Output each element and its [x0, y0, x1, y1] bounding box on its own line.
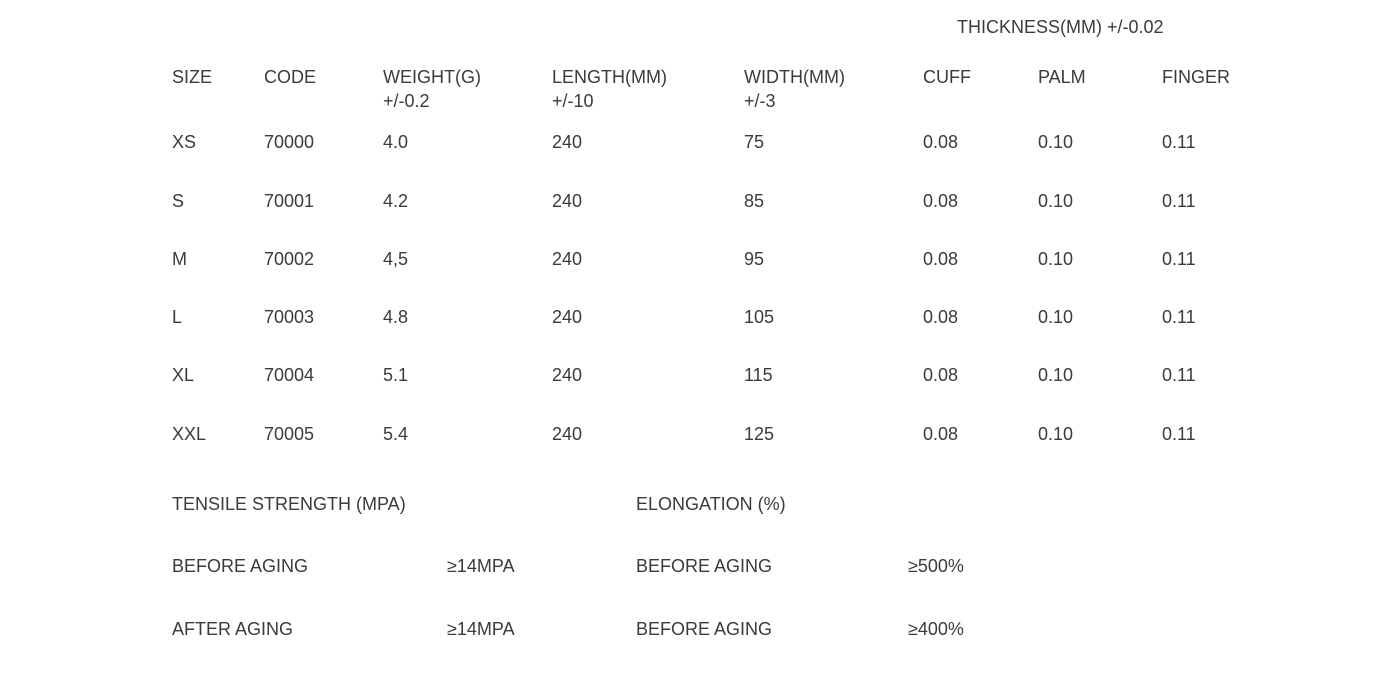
- table-row-xl: [172, 366, 1376, 384]
- cell-cuff: 0.08: [923, 424, 959, 444]
- tensile-value: ≥14MPA: [447, 619, 515, 639]
- cell-length: 240: [552, 132, 583, 152]
- cell-finger: 0.11: [1162, 365, 1196, 385]
- table-row-l: [172, 308, 1376, 326]
- elongation-condition-label: BEFORE AGING: [636, 556, 773, 576]
- cell-finger: 0.11: [1162, 249, 1196, 269]
- column-header-weight-tolerance: +/-0.2: [383, 91, 430, 111]
- cell-code: 70000: [264, 132, 315, 152]
- cell-finger: 0.11: [1162, 191, 1196, 211]
- column-header-width-tolerance: +/-3: [744, 91, 776, 111]
- cell-finger: 0.11: [1162, 424, 1196, 444]
- column-header-code: [264, 65, 383, 113]
- cell-code: 70003: [264, 307, 315, 327]
- table-row-xs: [172, 133, 1376, 151]
- cell-size: L: [172, 307, 183, 327]
- elongation-value: ≥400%: [908, 619, 964, 639]
- cell-code: 70002: [264, 249, 315, 269]
- column-header-palm-label: PALM: [1038, 67, 1086, 87]
- tensile-strength-header: TENSILE STRENGTH (MPA): [172, 494, 406, 514]
- thickness-tolerance-banner: THICKNESS(MM) +/-0.02: [957, 17, 1164, 37]
- cell-weight: 4,5: [383, 249, 409, 269]
- cell-cuff: 0.08: [923, 307, 959, 327]
- mechanical-row-after-aging: [172, 620, 1376, 638]
- column-header-size-label: SIZE: [172, 67, 213, 87]
- cell-length: 240: [552, 307, 583, 327]
- column-header-length-label: LENGTH(MM): [552, 67, 667, 87]
- column-header-width: [744, 65, 923, 113]
- cell-code: 70004: [264, 365, 315, 385]
- cell-length: 240: [552, 191, 583, 211]
- cell-cuff: 0.08: [923, 249, 959, 269]
- cell-width: 75: [744, 132, 765, 152]
- table-row-xxl: [172, 425, 1376, 443]
- column-header-finger-label: FINGER: [1162, 67, 1231, 87]
- cell-length: 240: [552, 249, 583, 269]
- cell-palm: 0.10: [1038, 191, 1074, 211]
- cell-palm: 0.10: [1038, 307, 1074, 327]
- cell-size: S: [172, 191, 185, 211]
- cell-palm: 0.10: [1038, 424, 1074, 444]
- elongation-value: ≥500%: [908, 556, 964, 576]
- spec-table-header-row: [172, 65, 1376, 113]
- spacer: [447, 495, 636, 513]
- table-row-m: [172, 250, 1376, 268]
- cell-size: M: [172, 249, 187, 269]
- cell-palm: 0.10: [1038, 249, 1074, 269]
- cell-width: 115: [744, 365, 773, 385]
- cell-length: 240: [552, 424, 583, 444]
- mechanical-header-row: [172, 495, 1376, 513]
- column-header-width-label: WIDTH(MM): [744, 67, 845, 87]
- cell-cuff: 0.08: [923, 132, 959, 152]
- column-header-weight: [383, 65, 552, 113]
- tensile-value: ≥14MPA: [447, 556, 515, 576]
- cell-palm: 0.10: [1038, 132, 1074, 152]
- cell-weight: 4.8: [383, 307, 409, 327]
- cell-cuff: 0.08: [923, 365, 959, 385]
- cell-width: 105: [744, 307, 775, 327]
- elongation-condition-label: BEFORE AGING: [636, 619, 773, 639]
- cell-size: XXL: [172, 424, 207, 444]
- column-header-cuff-label: CUFF: [923, 67, 971, 87]
- cell-code: 70001: [264, 191, 315, 211]
- cell-size: XS: [172, 132, 197, 152]
- mechanical-row-before-aging: [172, 557, 1376, 575]
- column-header-size: [172, 65, 264, 113]
- column-header-finger: [1162, 65, 1376, 113]
- cell-width: 95: [744, 249, 765, 269]
- cell-palm: 0.10: [1038, 365, 1074, 385]
- cell-cuff: 0.08: [923, 191, 959, 211]
- cell-width: 85: [744, 191, 765, 211]
- spacer: [908, 495, 1376, 513]
- cell-weight: 4.2: [383, 191, 409, 211]
- cell-code: 70005: [264, 424, 315, 444]
- cell-finger: 0.11: [1162, 132, 1196, 152]
- column-header-palm: [1038, 65, 1162, 113]
- column-header-length-tolerance: +/-10: [552, 91, 594, 111]
- tensile-condition-label: AFTER AGING: [172, 619, 294, 639]
- cell-weight: 4.0: [383, 132, 409, 152]
- cell-weight: 5.4: [383, 424, 409, 444]
- elongation-header: ELONGATION (%): [636, 494, 786, 514]
- column-header-code-label: CODE: [264, 67, 317, 87]
- tensile-condition-label: BEFORE AGING: [172, 556, 309, 576]
- table-row-s: [172, 192, 1376, 210]
- column-header-weight-label: WEIGHT(G): [383, 67, 481, 87]
- cell-size: XL: [172, 365, 195, 385]
- cell-width: 125: [744, 424, 775, 444]
- cell-weight: 5.1: [383, 365, 409, 385]
- cell-length: 240: [552, 365, 583, 385]
- column-header-cuff: [923, 65, 1038, 113]
- cell-finger: 0.11: [1162, 307, 1196, 327]
- column-header-length: [552, 65, 744, 113]
